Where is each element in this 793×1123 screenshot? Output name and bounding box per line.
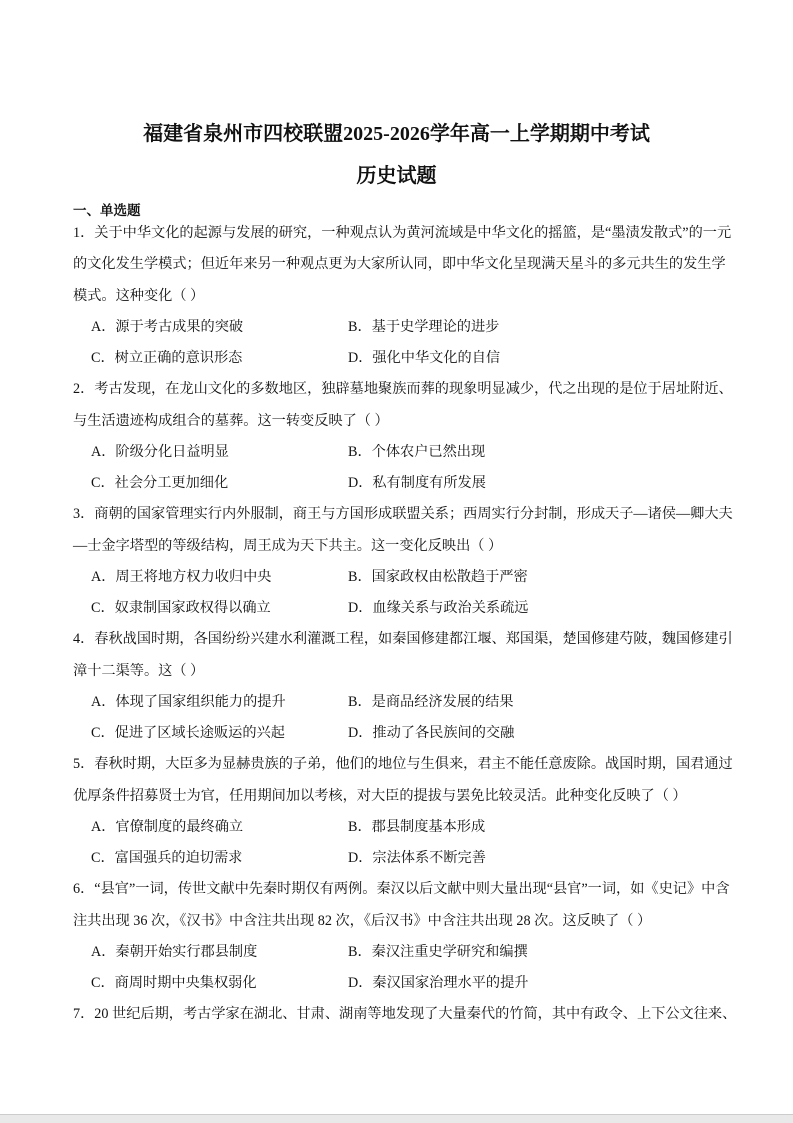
option-D: D．推动了各民族间的交融 — [348, 725, 515, 741]
question-text-line: —士金字塔型的等级结构，周王成为天下共主。这一变化反映出（ ） — [73, 537, 503, 554]
option-A: A．秦朝开始实行郡县制度 — [91, 943, 258, 960]
question-text-line: 的文化发生学模式；但近年来另一种观点更为大家所认同，即中华文化呈现满天星斗的多元共生的发生学 — [73, 256, 726, 273]
question-text-line: 5．春秋时期，大臣多为显赫贵族的子弟，他们的地位与生俱来，君主不能任意废除。战国时期，国君通过 — [73, 756, 733, 773]
option-B: B．基于史学理论的进步 — [348, 318, 500, 335]
option-C: C．奴隶制国家政权得以确立 — [91, 600, 271, 616]
option-C: C．社会分工更加细化 — [91, 475, 229, 491]
option-C: C．促进了区域长途贩运的兴起 — [91, 725, 285, 741]
option-D: D．强化中华文化的自信 — [348, 350, 501, 366]
option-A: A．周王将地方权力收归中央 — [91, 568, 272, 585]
section-heading: 一、单选题 — [73, 203, 141, 218]
page-subtitle: 历史试题 — [356, 165, 437, 187]
option-B: B．是商品经济发展的结果 — [348, 693, 514, 710]
question-text-line: 3．商朝的国家管理实行内外服制，商王与方国形成联盟关系；西周实行分封制，形成天子—诸侯—卿大夫 — [73, 506, 733, 523]
question-text-line: 1．关于中华文化的起源与发展的研究，一种观点认为黄河流域是中华文化的摇篮，是“墨渍发散式”的一元 — [73, 225, 732, 241]
option-D: D．秦汉国家治理水平的提升 — [348, 975, 529, 991]
question-text-line: 4．春秋战国时期，各国纷纷兴建水利灌溉工程，如秦国修建都江堰、郑国渠，楚国修建芍陂，魏国修建引 — [73, 631, 733, 648]
option-A: A．官僚制度的最终确立 — [91, 818, 244, 835]
option-D: D．私有制度有所发展 — [348, 475, 486, 491]
option-D: D．血缘关系与政治关系疏远 — [348, 600, 529, 616]
question-text-line: 模式。这种变化（ ） — [73, 287, 205, 304]
question-text-line: 与生活遗迹构成组合的墓葬。这一转变反映了（ ） — [73, 412, 389, 429]
question-text-line: 优厚条件招募贤士为官，任用期间加以考核，对大臣的提拔与罢免比较灵活。此种变化反映了（ ） — [73, 787, 687, 804]
option-B: B．个体农户已然出现 — [348, 443, 486, 460]
option-A: A．源于考古成果的突破 — [91, 318, 244, 335]
question-text-line: 注共出现 36 次，《汉书》中含注共出现 82 次，《后汉书》中含注共出现 28 次。这反映了（ ） — [73, 912, 652, 929]
question-text-line: 6．“县官”一词，传世文献中先秦时期仅有两例。秦汉以后文献中则大量出现“县官”一词，如《史记》中含 — [73, 881, 730, 898]
option-A: A．体现了国家组织能力的提升 — [91, 693, 286, 710]
page-title: 福建省泉州市四校联盟2025-2026学年高一上学期期中考试 — [143, 123, 650, 145]
option-B: B．秦汉注重史学研究和编撰 — [348, 943, 528, 960]
question-text-line: 7．20 世纪后期，考古学家在湖北、甘肃、湖南等地发现了大量秦代的竹简，其中有政令、上下公文往来、 — [73, 1006, 737, 1023]
option-B: B．国家政权由松散趋于严密 — [348, 568, 528, 585]
option-B: B．郡县制度基本形成 — [348, 818, 486, 835]
option-C: C．树立正确的意识形态 — [91, 350, 243, 366]
question-text-line: 2．考古发现，在龙山文化的多数地区，独辟墓地聚族而葬的现象明显减少，代之出现的是位于居址附近、 — [73, 381, 733, 398]
option-C: C．商周时期中央集权弱化 — [91, 975, 257, 991]
option-D: D．宗法体系不断完善 — [348, 850, 486, 866]
option-A: A．阶级分化日益明显 — [91, 443, 229, 460]
option-C: C．富国强兵的迫切需求 — [91, 850, 243, 866]
question-text-line: 漳十二渠等。这（ ） — [73, 662, 205, 679]
